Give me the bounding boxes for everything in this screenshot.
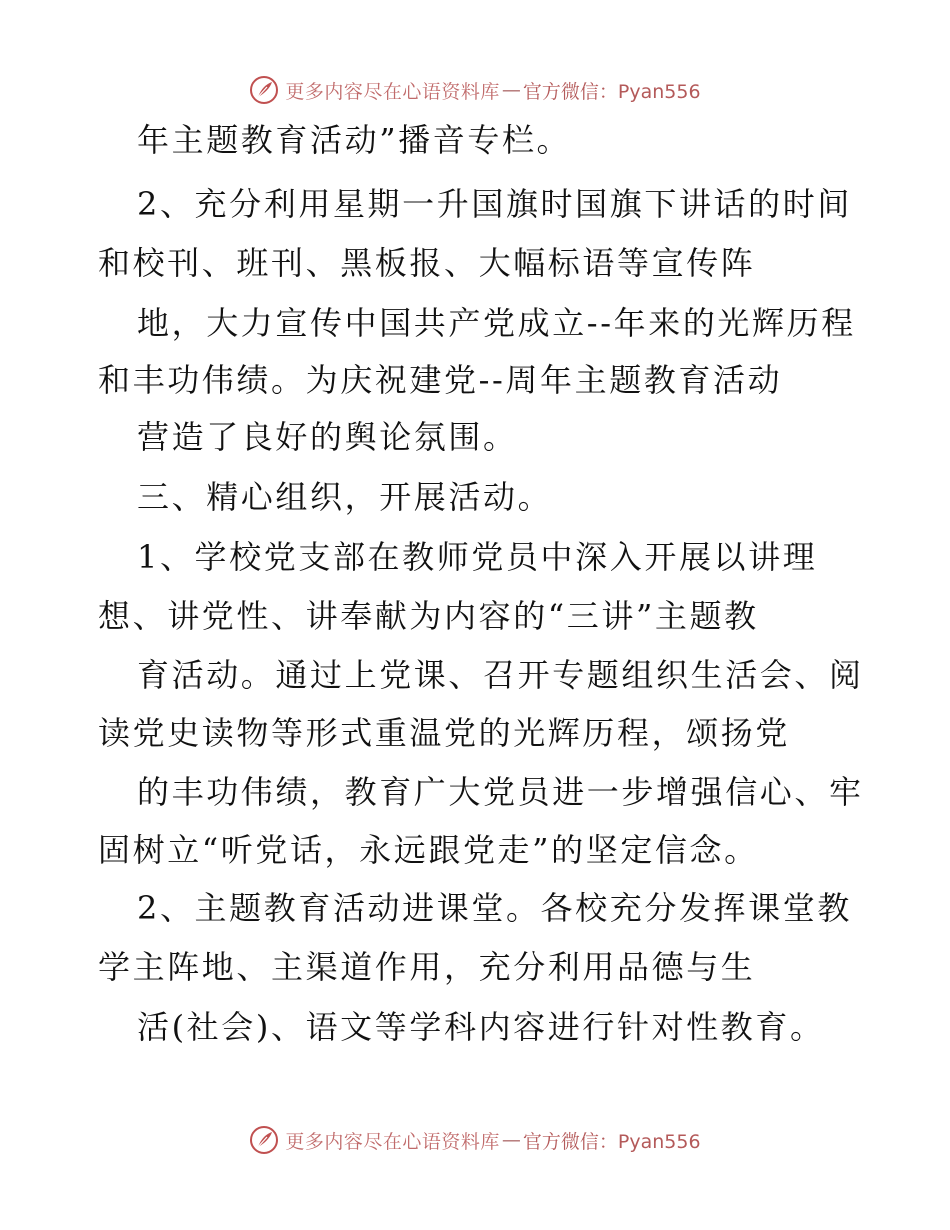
paragraph-line: 固树立“听党话，永远跟党走”的坚定信念。 <box>98 831 759 869</box>
watermark-text: 更多内容尽在心语资料库 <box>285 1130 500 1153</box>
watermark-text: 更多内容尽在心语资料库 <box>285 80 500 103</box>
feather-pen-logo-icon <box>249 75 279 105</box>
paragraph-line: 2、主题教育活动进课堂。各校充分发挥课堂教 <box>137 889 852 927</box>
paragraph-line: 三、精心组织，开展活动。 <box>137 478 553 516</box>
paragraph-line: 1、学校党支部在教师党员中深入开展以讲理 <box>137 538 818 576</box>
feather-pen-logo-icon <box>249 1125 279 1155</box>
watermark-wechat: 官方微信：Pyan556 <box>522 80 701 103</box>
paragraph-line: 年主题教育活动”播音专栏。 <box>137 121 572 159</box>
paragraph-line: 和校刊、班刊、黑板报、大幅标语等宣传阵 <box>98 244 756 282</box>
footer-watermark <box>0 1120 950 1160</box>
paragraph-line: 2、充分利用星期一升国旗时国旗下讲话的时间 <box>137 185 852 223</box>
paragraph-line: 读党史读物等形式重温党的光辉历程，颂扬党 <box>98 714 791 752</box>
header-watermark <box>0 70 950 110</box>
watermark-separator: — <box>501 1129 521 1151</box>
paragraph-line: 想、讲党性、讲奉献为内容的“三讲”主题教 <box>98 597 759 635</box>
paragraph-line: 的丰功伟绩，教育广大党员进一步增强信心、牢 <box>137 773 864 811</box>
paragraph-line: 营造了良好的舆论氛围。 <box>137 418 518 456</box>
paragraph-line: 和丰功伟绩。为庆祝建党--周年主题教育活动 <box>98 361 783 399</box>
paragraph-line: 学主阵地、主渠道作用，充分利用品德与生 <box>98 948 756 986</box>
paragraph-line: 活(社会)、语文等学科内容进行针对性教育。 <box>137 1008 825 1046</box>
paragraph-line: 地，大力宣传中国共产党成立--年来的光辉历程 <box>137 304 856 342</box>
watermark-separator: — <box>501 79 521 101</box>
watermark-wechat: 官方微信：Pyan556 <box>522 1130 701 1153</box>
paragraph-line: 育活动。通过上党课、召开专题组织生活会、阅 <box>137 656 864 694</box>
